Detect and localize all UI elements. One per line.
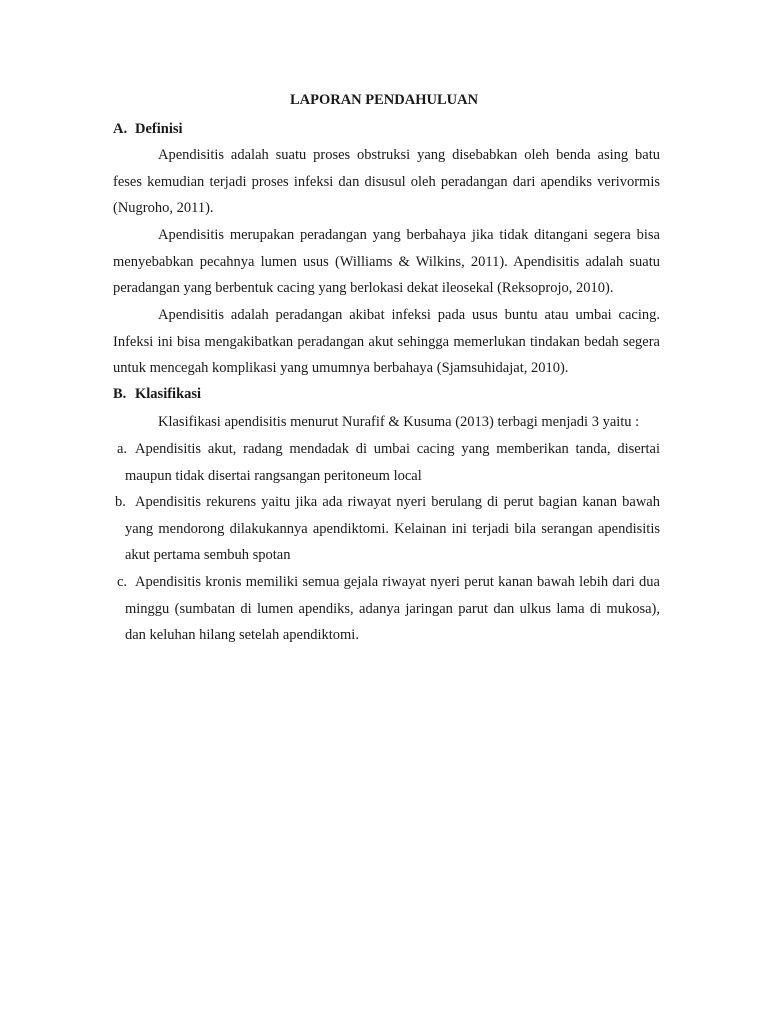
section-b-title: Klasifikasi: [135, 386, 202, 402]
classification-item-a-text: Apendisitis akut, radang mendadak di umbai cacing yang memberikan tanda, disertai maupun tidak disertai rangsangan peritoneum local: [125, 441, 660, 484]
section-b-heading: [113, 386, 201, 403]
section-a-letter: A.: [113, 121, 128, 137]
document-title: LAPORAN PENDAHULUAN: [289, 92, 479, 108]
section-a-title: Definisi: [135, 121, 183, 137]
definition-paragraph-1: [113, 142, 660, 222]
classification-item-b: [113, 489, 660, 569]
classification-item-c: [113, 569, 660, 649]
definition-paragraph-1-text: Apendisitis adalah suatu proses obstruksi yang disebabkan oleh benda asing batu feses kemudian terjadi proses infeksi dan disusul oleh peradangan dari apendiks verivormis (Nugroho, 2011).: [113, 147, 660, 216]
classification-intro: [113, 409, 660, 436]
definition-paragraph-3-text: Apendisitis adalah peradangan akibat infeksi pada usus buntu atau umbai cacing. Infeksi ini bisa mengakibatkan peradangan akut sehingga memerlukan tindakan bedah segera untuk mencegah komplikasi yang umumnya berbahaya (Sjamsuhidajat, 2010).: [113, 307, 660, 376]
classification-item-b-text: Apendisitis rekurens yaitu jika ada riwayat nyeri berulang di perut bagian kanan bawah yang mendorong dilakukannya apendiktomi. Kelainan ini terjadi bila serangan apendisitis akut pertama sembuh spotan: [125, 494, 660, 563]
classification-item-a: [113, 436, 660, 489]
section-b-letter: B.: [113, 386, 127, 402]
classification-item-c-text: Apendisitis kronis memiliki semua gejala riwayat nyeri perut kanan bawah lebih dari dua minggu (sumbatan di lumen apendiks, adanya jaringan parut dan ulkus lama di mukosa), dan keluhan hilang setelah apendiktomi.: [125, 574, 660, 643]
section-a-heading: [113, 121, 183, 138]
list-marker: a.: [117, 441, 128, 457]
definition-paragraph-3: [113, 302, 660, 382]
classification-intro-text: Klasifikasi apendisitis menurut Nurafif & Kusuma (2013) terbagi menjadi 3 yaitu :: [158, 414, 640, 430]
definition-paragraph-2-text: Apendisitis merupakan peradangan yang berbahaya jika tidak ditangani segera bisa menyebabkan pecahnya lumen usus (Williams & Wilkins, 2011). Apendisitis adalah suatu peradangan yang berbentuk cacing yang berlokasi dekat ileosekal (Reksoprojo, 2010).: [113, 227, 660, 296]
list-marker: b.: [115, 494, 126, 510]
definition-paragraph-2: [113, 222, 660, 302]
list-marker: c.: [117, 574, 128, 590]
